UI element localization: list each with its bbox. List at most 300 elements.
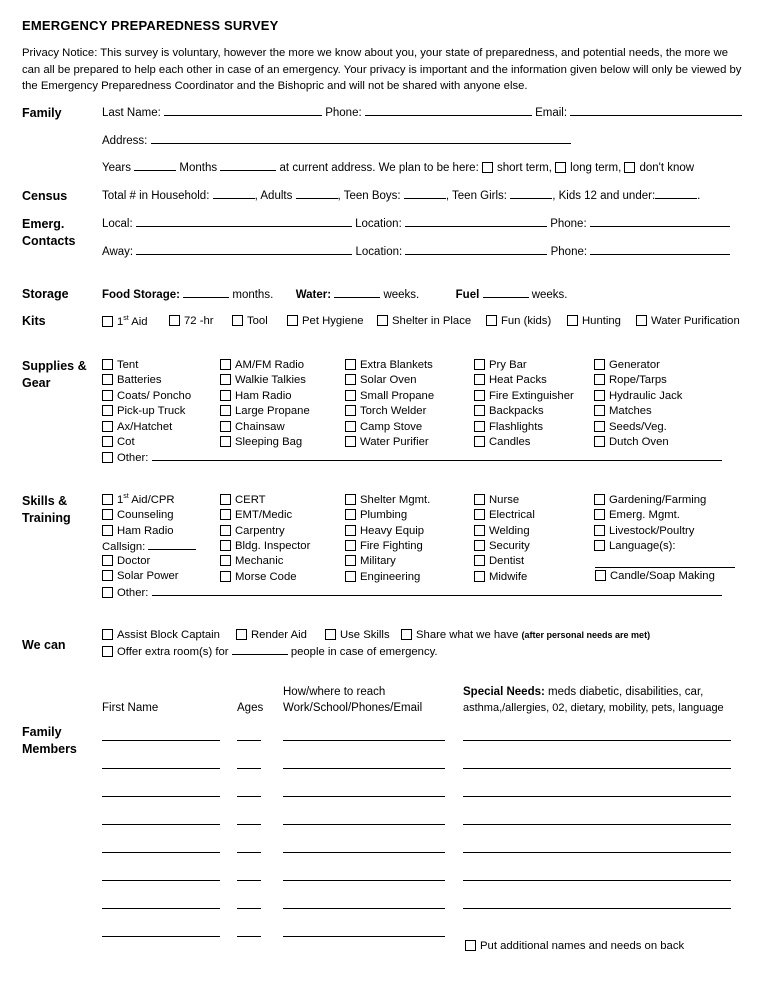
supply-label: Batteries [117, 374, 162, 387]
age-blank[interactable] [237, 880, 261, 881]
long-term-checkbox[interactable] [555, 162, 566, 173]
last-name-field[interactable] [164, 106, 322, 116]
months-field[interactable] [220, 161, 276, 171]
checkbox[interactable] [345, 405, 356, 416]
skill-label: Nurse [489, 494, 520, 506]
skill-item[interactable] [474, 540, 530, 552]
checkbox[interactable] [287, 315, 298, 326]
first-name-blank[interactable] [102, 740, 220, 741]
checkbox[interactable] [102, 587, 113, 598]
total-field[interactable] [213, 189, 255, 199]
supply-label: Dutch Oven [609, 436, 669, 448]
skill-label: Doctor [117, 555, 151, 567]
put-additional[interactable] [465, 940, 684, 952]
checkbox[interactable] [102, 494, 113, 505]
special-needs-blank[interactable] [463, 908, 731, 909]
skill-solar-power[interactable] [102, 570, 179, 582]
skill-label: Plumbing [360, 509, 408, 522]
kit-pet-hygiene[interactable] [287, 315, 364, 327]
checkbox[interactable] [595, 570, 606, 581]
checkbox[interactable] [636, 315, 647, 326]
checkbox[interactable] [220, 540, 231, 551]
skill-item[interactable] [220, 525, 285, 537]
checkbox[interactable] [474, 421, 485, 432]
first-name-blank[interactable] [102, 768, 220, 769]
supply-item[interactable] [220, 390, 292, 402]
reach-blank[interactable] [283, 740, 445, 741]
local-location-field[interactable] [405, 217, 547, 227]
age-blank[interactable] [237, 852, 261, 853]
checkbox[interactable] [465, 940, 476, 951]
away-location-field[interactable] [405, 245, 547, 255]
option-label: Offer extra room(s) for [117, 646, 229, 658]
supply-item[interactable] [102, 390, 191, 402]
checkbox[interactable] [594, 374, 605, 385]
checkbox[interactable] [220, 359, 231, 370]
supply-label: Cot [117, 436, 135, 448]
skill-label: Heavy Equip [360, 524, 425, 537]
checkbox[interactable] [474, 405, 485, 416]
special-needs-blank[interactable] [463, 880, 731, 881]
census-heading: Census [22, 189, 68, 203]
kit-label: Fun (kids) [501, 315, 552, 327]
checkbox[interactable] [102, 646, 113, 657]
age-blank[interactable] [237, 740, 261, 741]
reach-header-1: How/where to reach [283, 686, 386, 698]
food-storage-field[interactable] [183, 288, 229, 298]
supply-label: Chainsaw [235, 420, 285, 433]
checkbox[interactable] [102, 316, 113, 327]
checkbox[interactable] [102, 509, 113, 520]
kit-first-aid[interactable]: 1st Aid [102, 315, 148, 328]
checkbox[interactable] [220, 525, 231, 536]
checkbox[interactable] [345, 540, 356, 551]
local-phone-label: Phone: [550, 218, 587, 230]
supply-item[interactable] [474, 405, 544, 417]
age-blank[interactable] [237, 768, 261, 769]
supply-item[interactable] [220, 405, 310, 417]
water-weeks-label: weeks. [383, 289, 420, 301]
supply-item[interactable] [102, 405, 185, 417]
skill-label: Military [360, 555, 396, 568]
special-needs-blank[interactable] [463, 852, 731, 853]
email-field[interactable] [570, 106, 742, 116]
skill-label: Solar Power [117, 570, 179, 582]
first-name-blank[interactable] [102, 908, 220, 909]
supply-label: Candles [489, 436, 531, 448]
reach-blank[interactable] [283, 880, 445, 881]
supply-label: Extra Blankets [360, 359, 433, 371]
supply-item[interactable] [345, 374, 417, 386]
checkbox[interactable] [594, 540, 605, 551]
checkbox[interactable] [594, 525, 605, 536]
skill-first-aid-cpr[interactable]: 1st Aid/CPR [102, 493, 175, 506]
water-label: Water: [295, 289, 332, 301]
skill-item[interactable] [474, 571, 527, 583]
away-location-label: Location: [355, 246, 403, 258]
checkbox[interactable] [220, 405, 231, 416]
offer-extra-room[interactable] [102, 645, 438, 658]
checkbox[interactable] [220, 436, 231, 447]
address-field[interactable] [151, 134, 571, 144]
checkbox[interactable] [345, 390, 356, 401]
checkbox[interactable] [169, 315, 180, 326]
skills-other[interactable] [102, 586, 722, 599]
skill-label: EMT/Medic [235, 509, 293, 522]
skill-ham-radio[interactable] [102, 525, 174, 537]
other-label: Other: [117, 587, 149, 599]
supply-item[interactable] [345, 421, 422, 433]
supply-label: Heat Packs [489, 374, 547, 387]
first-name-blank[interactable] [102, 880, 220, 881]
supply-item[interactable] [102, 436, 135, 448]
checkbox[interactable] [102, 405, 113, 416]
months-label: Months [179, 162, 218, 174]
supply-item[interactable] [220, 421, 285, 433]
we-can-heading: We can [22, 638, 66, 652]
water-field[interactable] [334, 288, 380, 298]
supply-item[interactable] [345, 390, 434, 402]
fuel-field[interactable] [483, 288, 529, 298]
checkbox[interactable] [345, 525, 356, 536]
adults-field[interactable] [296, 189, 338, 199]
phone-label: Phone: [325, 107, 362, 119]
supply-label: Camp Stove [360, 420, 423, 433]
checkbox[interactable] [594, 390, 605, 401]
checkbox[interactable] [594, 436, 605, 447]
checkbox[interactable] [486, 315, 497, 326]
checkbox[interactable] [401, 629, 412, 640]
ages-header: Ages [237, 702, 264, 714]
skill-candle-soap[interactable] [595, 570, 715, 582]
skill-item[interactable] [594, 540, 676, 552]
checkbox[interactable] [474, 390, 485, 401]
checkbox[interactable] [102, 374, 113, 385]
supplies-other[interactable] [102, 451, 722, 464]
checkbox[interactable] [345, 421, 356, 432]
checkbox[interactable] [474, 359, 485, 370]
supply-label: Flashlights [489, 420, 543, 433]
skill-item[interactable] [345, 555, 396, 567]
family-heading: Family [22, 106, 62, 120]
fuel-label: Fuel [455, 289, 480, 301]
skill-label: Shelter Mgmt. [360, 494, 431, 506]
age-blank[interactable] [237, 824, 261, 825]
first-name-blank[interactable] [102, 852, 220, 853]
checkbox[interactable] [345, 494, 356, 505]
supply-label: Walkie Talkies [235, 374, 306, 387]
special-needs-blank[interactable] [463, 740, 731, 741]
checkbox[interactable] [325, 629, 336, 640]
supply-label: Seeds/Veg. [609, 420, 667, 433]
language-field[interactable] [595, 558, 735, 568]
supply-item[interactable] [594, 405, 652, 417]
local-phone-field[interactable] [590, 217, 730, 227]
checkbox[interactable] [345, 374, 356, 385]
checkbox[interactable] [345, 359, 356, 370]
checkbox[interactable] [220, 509, 231, 520]
age-blank[interactable] [237, 936, 261, 937]
reach-blank[interactable] [283, 768, 445, 769]
kit-label: Shelter in Place [392, 315, 472, 327]
skill-item[interactable] [474, 525, 530, 537]
age-blank[interactable] [237, 908, 261, 909]
checkbox[interactable] [102, 555, 113, 566]
option-label: Assist Block Captain [117, 629, 220, 641]
callsign [102, 540, 196, 553]
skill-item[interactable] [474, 555, 524, 567]
kits-heading: Kits [22, 314, 46, 328]
reach-blank[interactable] [283, 796, 445, 797]
supply-label: Ax/Hatchet [117, 420, 173, 433]
supply-item[interactable] [102, 421, 172, 433]
supply-item[interactable] [345, 405, 426, 417]
option-label: Share what we have [416, 629, 519, 641]
supply-item[interactable] [102, 374, 162, 386]
checkbox[interactable] [594, 359, 605, 370]
supply-item[interactable] [474, 359, 527, 371]
skill-label: Counseling [117, 509, 174, 521]
checkbox[interactable] [474, 374, 485, 385]
kids-label: Kids 12 and under: [558, 190, 656, 202]
skill-item[interactable] [594, 509, 680, 521]
skill-item[interactable] [220, 509, 292, 521]
special-needs-header-2: asthma,/allergies, 02, dietary, mobility, pets, language [463, 702, 724, 714]
skill-label: Fire Fighting [360, 539, 423, 552]
supply-label: Solar Oven [360, 374, 417, 387]
checkbox[interactable] [594, 509, 605, 520]
skill-item[interactable] [594, 525, 694, 537]
skill-item[interactable] [220, 540, 310, 552]
checkbox[interactable] [594, 405, 605, 416]
skill-label: Electrical [489, 509, 535, 522]
supply-label: Fire Extinguisher [489, 389, 574, 402]
skill-item[interactable] [220, 571, 297, 583]
checkbox[interactable] [567, 315, 578, 326]
skill-item[interactable] [345, 494, 430, 506]
skill-counseling[interactable] [102, 509, 174, 521]
share-note: (after personal needs are met) [521, 630, 651, 640]
checkbox[interactable] [232, 315, 243, 326]
away-field[interactable] [136, 245, 352, 255]
at-current-label: at current address. We plan to be here: [279, 162, 479, 174]
skill-label: Carpentry [235, 524, 285, 537]
teen-girls-field[interactable] [510, 189, 552, 199]
checkbox[interactable] [345, 436, 356, 447]
skill-label: Security [489, 539, 530, 552]
supply-label: Backpacks [489, 405, 544, 418]
use-skills[interactable] [325, 629, 390, 641]
supply-item[interactable] [594, 374, 667, 386]
checkbox[interactable] [474, 436, 485, 447]
kit-water-purification[interactable] [636, 315, 740, 327]
checkbox[interactable] [474, 540, 485, 551]
checkbox[interactable] [220, 390, 231, 401]
supply-label: Coats/ Poncho [117, 389, 192, 402]
checkbox[interactable] [474, 555, 485, 566]
reach-blank[interactable] [283, 824, 445, 825]
short-term-checkbox[interactable] [482, 162, 493, 173]
away-phone-label: Phone: [550, 246, 588, 258]
teen-boys-field[interactable] [404, 189, 446, 199]
kit-hunting[interactable] [567, 315, 621, 327]
supply-item[interactable] [474, 436, 530, 448]
checkbox[interactable] [220, 421, 231, 432]
checkbox[interactable] [594, 421, 605, 432]
years-label: Years [102, 162, 131, 174]
checkbox[interactable] [102, 629, 113, 640]
phone-field[interactable] [365, 106, 532, 116]
render-aid[interactable] [236, 629, 307, 641]
supply-item[interactable] [345, 436, 429, 448]
reach-blank[interactable] [283, 908, 445, 909]
storage-heading: Storage [22, 287, 69, 301]
special-needs-blank[interactable] [463, 768, 731, 769]
checkbox[interactable] [474, 509, 485, 520]
special-needs-blank[interactable] [463, 824, 731, 825]
checkbox[interactable] [345, 509, 356, 520]
first-name-blank[interactable] [102, 824, 220, 825]
skill-label: Engineering [360, 570, 421, 583]
supply-item[interactable] [220, 374, 306, 386]
kit-shelter[interactable] [377, 315, 471, 327]
supply-item[interactable] [594, 436, 669, 448]
other-label: Other: [117, 452, 149, 464]
reach-blank[interactable] [283, 852, 445, 853]
checkbox[interactable] [102, 359, 113, 370]
supply-item[interactable] [474, 421, 543, 433]
first-name-header: First Name [102, 702, 159, 714]
skills-other-field[interactable] [152, 586, 722, 596]
dont-know-checkbox[interactable] [624, 162, 635, 173]
callsign-field[interactable] [148, 540, 196, 550]
skill-item[interactable] [220, 555, 283, 567]
checkbox[interactable] [345, 571, 356, 582]
years-field[interactable] [134, 161, 176, 171]
checkbox[interactable] [102, 390, 113, 401]
special-needs-text: meds diabetic, disabilities, car, [544, 686, 704, 698]
checkbox[interactable] [474, 525, 485, 536]
skill-item[interactable] [345, 571, 420, 583]
checkbox[interactable] [102, 421, 113, 432]
local-field[interactable] [136, 217, 352, 227]
skill-item[interactable] [220, 494, 266, 506]
rooms-field[interactable] [232, 645, 288, 655]
checkbox[interactable] [102, 570, 113, 581]
reach-header-2: Work/School/Phones/Email [283, 702, 423, 714]
assist-block-captain[interactable] [102, 629, 220, 641]
supply-label: Large Propane [235, 405, 310, 418]
local-label: Local: [102, 218, 133, 230]
skill-label: Bldg. Inspector [235, 539, 311, 552]
checkbox[interactable] [220, 571, 231, 582]
skill-item[interactable] [345, 540, 423, 552]
skill-item[interactable] [345, 509, 407, 521]
first-name-blank[interactable] [102, 796, 220, 797]
skill-label: Welding [489, 524, 530, 537]
skill-doctor[interactable] [102, 555, 150, 567]
skill-item[interactable] [474, 494, 519, 506]
supply-label: Pry Bar [489, 359, 527, 371]
supply-label: Pick-up Truck [117, 405, 186, 418]
contacts-heading: Emerg. Contacts [22, 217, 76, 248]
away-label: Away: [102, 246, 134, 258]
kit-tool[interactable] [232, 315, 268, 327]
supply-item[interactable] [594, 390, 682, 402]
checkbox[interactable] [102, 525, 113, 536]
special-needs-header-1 [463, 686, 703, 698]
supply-item[interactable] [474, 390, 574, 402]
skill-label: Dentist [489, 555, 525, 568]
first-name-blank[interactable] [102, 936, 220, 937]
put-additional-label: Put additional names and needs on back [480, 940, 685, 952]
checkbox[interactable] [236, 629, 247, 640]
reach-blank[interactable] [283, 936, 445, 937]
checkbox[interactable] [102, 452, 113, 463]
supply-item[interactable] [102, 359, 138, 371]
age-blank[interactable] [237, 796, 261, 797]
skill-label: Emerg. Mgmt. [609, 509, 680, 522]
checkbox[interactable] [345, 555, 356, 566]
kit-72hr[interactable] [169, 315, 214, 327]
supply-label: AM/FM Radio [235, 359, 305, 371]
special-needs-label: Special Needs: [463, 686, 545, 698]
supply-item[interactable] [474, 374, 547, 386]
checkbox[interactable] [220, 494, 231, 505]
skill-item[interactable] [594, 494, 706, 506]
checkbox[interactable] [220, 555, 231, 566]
supply-item[interactable] [594, 359, 660, 371]
supplies-other-field[interactable] [152, 451, 722, 461]
supply-label: Tent [117, 359, 139, 371]
share-what-we-have[interactable] [401, 629, 650, 641]
kit-label: Tool [247, 315, 268, 327]
skill-item[interactable] [474, 509, 535, 521]
option-label: people in case of emergency. [290, 646, 438, 658]
address-label: Address: [102, 135, 148, 147]
checkbox[interactable] [474, 571, 485, 582]
total-label: Total # in Household: [102, 190, 210, 202]
short-term-label: short term, [496, 162, 552, 174]
skill-item[interactable] [345, 525, 424, 537]
last-name-label: Last Name: [102, 107, 161, 119]
kit-label: Pet Hygiene [302, 315, 364, 327]
supply-item[interactable] [594, 421, 667, 433]
privacy-notice: Privacy Notice: This survey is voluntary, however the more we know about you, your state of preparedness, and potential needs, the more we can all be prepared to help each other in case of an emergency. Your privacy is important and the information given below will only be viewed by the Emergency Preparedness Coordinator and the Bishopric and will not be shared with anyone else. [22, 47, 742, 92]
kids-field[interactable] [655, 189, 697, 199]
special-needs-blank[interactable] [463, 796, 731, 797]
checkbox[interactable] [102, 436, 113, 447]
skills-heading: Skills & Training [22, 494, 71, 525]
skill-label: CERT [235, 494, 266, 506]
checkbox[interactable] [377, 315, 388, 326]
away-phone-field[interactable] [590, 245, 730, 255]
supply-label: Ham Radio [235, 389, 292, 402]
supply-label: Rope/Tarps [609, 374, 667, 387]
checkbox[interactable] [474, 494, 485, 505]
adults-label: Adults [260, 190, 293, 202]
supply-label: Hydraulic Jack [609, 389, 683, 402]
supply-label: Generator [609, 359, 660, 371]
supply-item[interactable] [220, 436, 302, 448]
checkbox[interactable] [594, 494, 605, 505]
supply-item[interactable] [220, 359, 304, 371]
kit-fun[interactable] [486, 315, 551, 327]
long-term-label: long term, [570, 162, 622, 174]
callsign-label: Callsign: [102, 541, 146, 553]
supply-item[interactable] [345, 359, 433, 371]
checkbox[interactable] [220, 374, 231, 385]
